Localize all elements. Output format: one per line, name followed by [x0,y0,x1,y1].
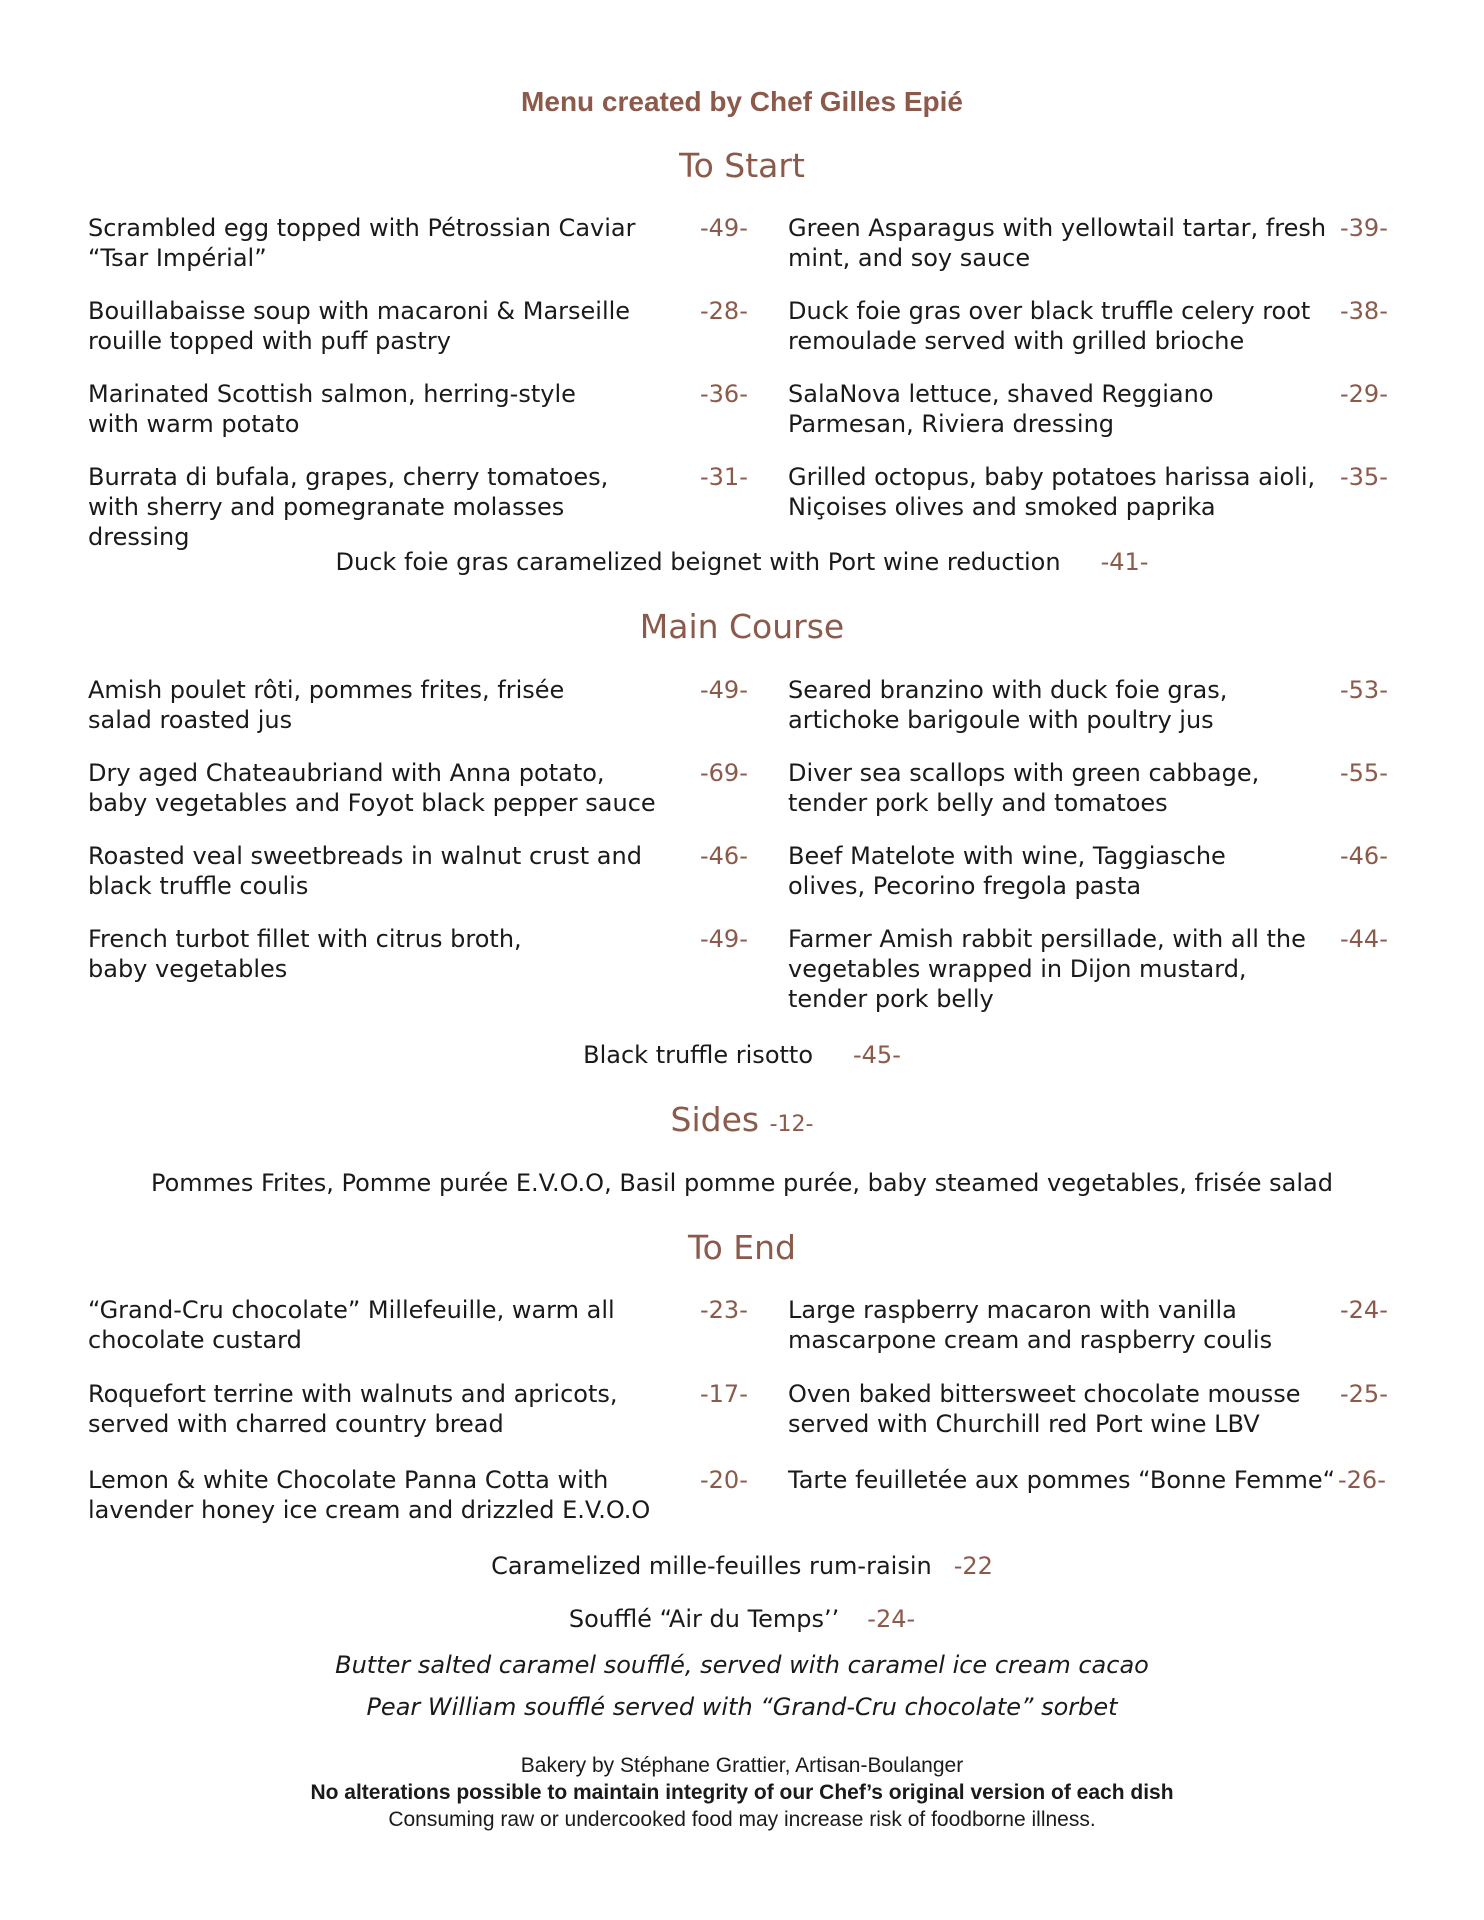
menu-item-name: Duck foie gras over black truffle celery root remoulade served with grilled brioche [788,297,1311,355]
menu-item-price: -24- [1340,1296,1388,1324]
menu-item-name: Diver sea scallops with green cabbage, tender pork belly and tomatoes [788,759,1260,817]
menu-item [788,675,1388,735]
section-title-main-course: Main Course [639,607,845,646]
featured-item [0,1551,1484,1581]
menu-item-price: -49- [700,925,748,953]
menu-item-name: SalaNova lettuce, shaved Reggiano Parmesan, Riviera dressing [788,380,1214,438]
bakery-credit: Bakery by Stéphane Grattier, Artisan-Boulanger [520,1754,964,1777]
featured-item-name: Duck foie gras caramelized beignet with Port wine reduction [335,548,1061,576]
menu-item [88,462,748,552]
menu-item [88,296,748,356]
menu-item-name: Beef Matelote with wine, Taggiasche olives, Pecorino fregola pasta [788,842,1226,900]
menu-item-price: -31- [700,463,748,491]
menu-item-name: Roasted veal sweetbreads in walnut crust and black truffle coulis [88,842,642,900]
menu-item [788,924,1388,1014]
featured-item-price: -24- [867,1605,916,1633]
featured-item [0,547,1484,577]
menu-item-name: Scrambled egg topped with Pétrossian Caviar “Tsar Impérial” [88,214,636,272]
section-title-to-end: To End [688,1228,796,1267]
section-title-to-start: To Start [679,146,805,185]
menu-item-name: Green Asparagus with yellowtail tartar, fresh mint, and soy sauce [788,214,1327,272]
featured-item [0,1040,1484,1070]
menu-item [788,758,1388,818]
alterations-notice: No alterations possible to maintain integrity of our Chef’s original version of each dish [310,1781,1174,1804]
featured-item-price: -22 [953,1552,993,1580]
menu-item-price: -39- [1340,214,1388,242]
menu-item-name: Seared branzino with duck foie gras, artichoke barigoule with poultry jus [788,676,1228,734]
menu-item-price: -35- [1340,463,1388,491]
menu-item-price: -46- [700,842,748,870]
souffle-description: Pear William soufflé served with “Grand-Cru chocolate” sorbet [366,1693,1118,1721]
menu-item [788,1465,1386,1495]
menu-item-name: Roquefort terrine with walnuts and apricots, served with charred country bread [88,1380,618,1438]
menu-item-price: -38- [1340,297,1388,325]
page-title: Menu created by Chef Gilles Epié [521,86,963,117]
menu-item-price: -53- [1340,676,1388,704]
menu-item [788,213,1388,273]
menu-item [88,1379,748,1439]
featured-item-name: Black truffle risotto [583,1041,813,1069]
menu-item [788,462,1388,522]
menu-item-name: Large raspberry macaron with vanilla mascarpone cream and raspberry coulis [788,1296,1273,1354]
menu-item [788,1379,1388,1439]
menu-item-name: Farmer Amish rabbit persillade, with all the vegetables wrapped in Dijon mustard, tender pork belly [788,925,1306,1013]
section-title-sides [0,1100,1484,1139]
menu-item [88,924,748,984]
menu-item-name: Grilled octopus, baby potatoes harissa aioli, Niçoises olives and smoked paprika [788,463,1316,521]
menu-item-price: -36- [700,380,748,408]
menu-item-name: Tarte feuilletée aux pommes “Bonne Femme“ [788,1466,1336,1494]
souffle-description: Butter salted caramel soufflé, served with caramel ice cream cacao [335,1651,1149,1679]
featured-item-price: -41- [1100,548,1149,576]
menu-item-price: -44- [1340,925,1388,953]
menu-item [788,1295,1388,1355]
menu-item-name: Burrata di bufala, grapes, cherry tomatoes, with sherry and pomegranate molasses dressing [88,463,609,551]
featured-item-name: Caramelized mille-feuilles rum-raisin [491,1552,932,1580]
menu-item-name: Dry aged Chateaubriand with Anna potato, baby vegetables and Foyot black pepper sauce [88,759,656,817]
menu-item-price: -49- [700,676,748,704]
menu-item-name: Amish poulet rôti, pommes frites, frisée salad roasted jus [88,676,565,734]
food-safety-warning: Consuming raw or undercooked food may increase risk of foodborne illness. [388,1808,1096,1831]
menu-item-price: -23- [700,1296,748,1324]
menu-item [88,758,748,818]
menu-item-price: -46- [1340,842,1388,870]
menu-item [88,1465,748,1525]
menu-item-name: Bouillabaisse soup with macaroni & Marseille rouille topped with puff pastry [88,297,631,355]
sides-price: -12- [769,1112,814,1137]
menu-item-name: Lemon & white Chocolate Panna Cotta with lavender honey ice cream and drizzled E.V.O.O [88,1466,651,1524]
featured-item-price: -45- [853,1041,901,1069]
menu-item [88,841,748,901]
menu-item-price: -26- [1338,1466,1386,1494]
sides-list: Pommes Frites, Pomme purée E.V.O.O, Basil pomme purée, baby steamed vegetables, frisée salad [151,1169,1333,1197]
featured-item-name: Soufflé “Air du Temps’’ [568,1605,840,1633]
menu-item-price: -28- [700,297,748,325]
sides-title: Sides [670,1100,760,1139]
menu-item-price: -69- [700,759,748,787]
menu-item-price: -29- [1340,380,1388,408]
menu-item [88,213,748,273]
menu-item-price: -49- [700,214,748,242]
menu-item [88,1295,748,1355]
menu-item [88,675,748,735]
menu-item-name: Oven baked bittersweet chocolate mousse served with Churchill red Port wine LBV [788,1380,1301,1438]
menu-item-price: -25- [1340,1380,1388,1408]
menu-item-name: French turbot fillet with citrus broth, baby vegetables [88,925,522,983]
menu-item-price: -17- [700,1380,748,1408]
menu-item [88,379,748,439]
menu-item [788,379,1388,439]
featured-item [0,1604,1484,1634]
menu-item-price: -20- [700,1466,748,1494]
menu-item [788,296,1388,356]
menu-item [788,841,1388,901]
menu-item-price: -55- [1340,759,1388,787]
menu-item-name: “Grand-Cru chocolate” Millefeuille, warm all chocolate custard [88,1296,615,1354]
menu-item-name: Marinated Scottish salmon, herring-style with warm potato [88,380,576,438]
